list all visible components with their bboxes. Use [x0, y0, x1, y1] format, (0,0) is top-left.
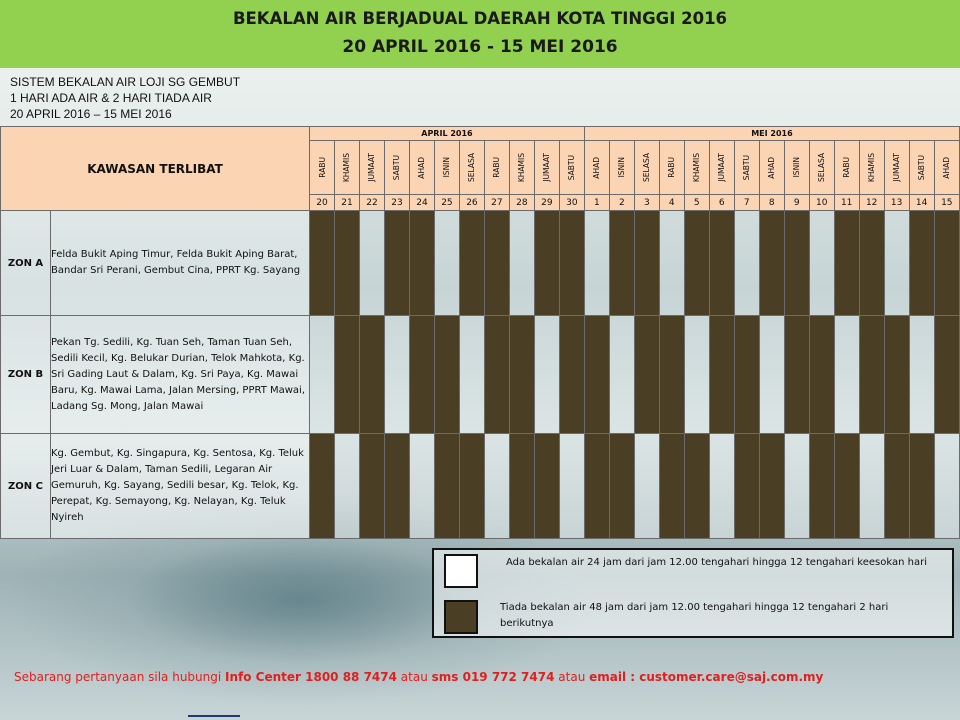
day-number-header: 5 — [684, 195, 709, 211]
no-supply-cell — [409, 316, 434, 434]
day-number-header: 29 — [534, 195, 559, 211]
day-name-label: RABU — [492, 157, 502, 178]
no-supply-cell — [809, 316, 834, 434]
day-number-header: 28 — [509, 195, 534, 211]
zone-areas: Pekan Tg. Sedili, Kg. Tuan Seh, Taman Tuan Seh, Sedili Kecil, Kg. Belukar Durian, Telok Mahkota, Kg. Sri Gading Laut & Dalam, Kg. Sri Paya, Kg. Mawai Baru, Kg. Mawai Lama, Jalan Mersing, PPRT Mawai, Ladang Sg. Mong, Jalan Mawai — [51, 316, 310, 434]
no-supply-cell — [359, 316, 384, 434]
day-name-label: KHAMIS — [692, 152, 702, 183]
day-number-header: 21 — [335, 195, 360, 211]
supply-cell — [359, 211, 384, 316]
no-supply-cell — [859, 211, 884, 316]
day-name-label: AHAD — [942, 156, 952, 179]
no-supply-cell — [584, 434, 609, 539]
legend — [432, 548, 954, 638]
no-supply-cell — [559, 316, 584, 434]
no-supply-cell — [609, 211, 634, 316]
supply-cell — [834, 316, 859, 434]
day-name-header — [409, 141, 434, 195]
zone-areas: Kg. Gembut, Kg. Singapura, Kg. Sentosa, Kg. Teluk Jeri Luar & Dalam, Taman Sedili, Legaran Air Gemuruh, Kg. Sayang, Sedili besar, Kg. Telok, Kg. Perepat, Kg. Semayong, Kg. Nelayan, Kg. Teluk Nyireh — [51, 434, 310, 539]
day-name-header — [759, 141, 784, 195]
zone-row — [1, 434, 960, 539]
day-name-label: SELASA — [817, 152, 827, 182]
supply-legend-text: Ada bekalan air 24 jam dari jam 12.00 tengahari hingga 12 tengahari keesokan hari — [506, 557, 927, 568]
no-supply-cell — [509, 316, 534, 434]
day-name-label: RABU — [842, 157, 852, 178]
day-name-header — [734, 141, 759, 195]
day-name-header — [584, 141, 609, 195]
day-name-header — [359, 141, 384, 195]
no-supply-cell — [834, 434, 859, 539]
day-name-label: SABTU — [392, 154, 402, 181]
day-number-header: 3 — [634, 195, 659, 211]
day-number-header: 14 — [909, 195, 934, 211]
supply-cell — [584, 211, 609, 316]
day-name-label: SABTU — [567, 154, 577, 181]
zone-row — [1, 211, 960, 316]
no-supply-cell — [659, 434, 684, 539]
day-name-label: RABU — [667, 157, 677, 178]
day-name-header — [709, 141, 734, 195]
supply-cell — [884, 211, 909, 316]
no-supply-cell — [584, 316, 609, 434]
day-name-header — [684, 141, 709, 195]
schedule-period: 20 APRIL 2016 – 15 MEI 2016 — [10, 107, 172, 121]
title-banner — [0, 0, 960, 68]
day-name-label: AHAD — [592, 156, 602, 179]
day-name-label: ISNIN — [617, 157, 627, 178]
area-header: KAWASAN TERLIBAT — [1, 127, 310, 211]
no-supply-cell — [310, 211, 335, 316]
no-supply-cell — [759, 211, 784, 316]
day-number-header: 4 — [659, 195, 684, 211]
day-name-label: AHAD — [767, 156, 777, 179]
no-supply-cell — [809, 434, 834, 539]
day-name-label: ISNIN — [442, 157, 452, 178]
day-name-header — [659, 141, 684, 195]
day-name-label: KHAMIS — [517, 152, 527, 183]
day-name-label: JUMAAT — [542, 153, 552, 182]
footer-or-1: atau — [396, 670, 432, 684]
no-supply-cell — [335, 211, 360, 316]
day-name-header — [784, 141, 809, 195]
no-supply-cell — [634, 316, 659, 434]
supply-cell — [384, 316, 409, 434]
page-title: BEKALAN AIR BERJADUAL DAERAH KOTA TINGGI 2016 — [232, 9, 728, 28]
no-supply-cell — [834, 211, 859, 316]
slide-marker — [188, 715, 240, 717]
system-name: SISTEM BEKALAN AIR LOJI SG GEMBUT — [10, 75, 241, 89]
no-supply-cell — [434, 434, 459, 539]
day-name-header — [934, 141, 959, 195]
no-supply-cell — [509, 434, 534, 539]
day-name-header — [384, 141, 409, 195]
no-supply-cell — [634, 211, 659, 316]
info-center-link[interactable]: Info Center 1800 88 7474 — [225, 670, 397, 684]
day-name-header — [909, 141, 934, 195]
day-name-label: JUMAAT — [892, 153, 902, 182]
day-name-label: SELASA — [467, 152, 477, 182]
day-name-header — [310, 141, 335, 195]
zone-label: ZON B — [1, 316, 51, 434]
day-name-header — [634, 141, 659, 195]
supply-cell — [609, 316, 634, 434]
no-supply-cell — [534, 211, 559, 316]
supply-cell — [809, 211, 834, 316]
supply-cell — [335, 434, 360, 539]
day-number-header: 23 — [384, 195, 409, 211]
no-supply-cell — [484, 211, 509, 316]
footer-or-2: atau — [554, 670, 590, 684]
day-name-label: SABTU — [742, 154, 752, 181]
day-name-header — [884, 141, 909, 195]
day-number-header: 7 — [734, 195, 759, 211]
day-number-header: 20 — [310, 195, 335, 211]
day-name-label: SELASA — [642, 152, 652, 182]
day-number-header: 30 — [559, 195, 584, 211]
day-name-header — [559, 141, 584, 195]
zone-label: ZON A — [1, 211, 51, 316]
day-number-header: 22 — [359, 195, 384, 211]
day-name-label: SABTU — [917, 154, 927, 181]
no-supply-cell — [709, 316, 734, 434]
day-number-header: 13 — [884, 195, 909, 211]
date-range-title: 20 APRIL 2016 - 15 MEI 2016 — [342, 37, 618, 57]
no-supply-cell — [359, 434, 384, 539]
system-info — [0, 68, 960, 126]
day-number-header: 2 — [609, 195, 634, 211]
supply-cell — [559, 434, 584, 539]
day-name-header — [509, 141, 534, 195]
no-supply-cell — [609, 434, 634, 539]
day-name-label: KHAMIS — [867, 152, 877, 183]
supply-cell — [459, 316, 484, 434]
day-number-header: 11 — [834, 195, 859, 211]
supply-swatch — [444, 554, 478, 588]
no-supply-cell — [384, 434, 409, 539]
supply-cell — [434, 211, 459, 316]
no-supply-cell — [684, 434, 709, 539]
schedule-pattern: 1 HARI ADA AIR & 2 HARI TIADA AIR — [10, 91, 212, 105]
no-supply-legend-text: Tiada bekalan air 48 jam dari jam 12.00 tengahari hingga 12 tengahari 2 hari berikutnya — [500, 602, 889, 629]
supply-cell — [534, 316, 559, 434]
day-name-label: ISNIN — [792, 157, 802, 178]
month-header: MEI 2016 — [584, 127, 959, 141]
day-number-header: 8 — [759, 195, 784, 211]
no-supply-cell — [384, 211, 409, 316]
day-number-header: 15 — [934, 195, 959, 211]
day-name-header — [809, 141, 834, 195]
day-number-header: 6 — [709, 195, 734, 211]
schedule-table — [0, 126, 960, 539]
no-supply-cell — [909, 211, 934, 316]
supply-cell — [784, 434, 809, 539]
day-number-header: 12 — [859, 195, 884, 211]
supply-cell — [909, 316, 934, 434]
day-name-label: AHAD — [417, 156, 427, 179]
day-name-label: KHAMIS — [342, 152, 352, 183]
no-supply-cell — [909, 434, 934, 539]
day-name-header — [834, 141, 859, 195]
no-supply-cell — [934, 316, 959, 434]
supply-cell — [634, 434, 659, 539]
no-supply-cell — [709, 211, 734, 316]
day-name-label: JUMAAT — [717, 153, 727, 182]
no-supply-cell — [559, 211, 584, 316]
day-number-header: 26 — [459, 195, 484, 211]
day-name-header — [459, 141, 484, 195]
day-number-header: 1 — [584, 195, 609, 211]
zone-label: ZON C — [1, 434, 51, 539]
supply-cell — [409, 434, 434, 539]
day-number-header: 9 — [784, 195, 809, 211]
supply-cell — [684, 316, 709, 434]
no-supply-cell — [734, 316, 759, 434]
day-name-header — [484, 141, 509, 195]
day-name-header — [434, 141, 459, 195]
supply-cell — [859, 434, 884, 539]
supply-cell — [310, 316, 335, 434]
no-supply-cell — [684, 211, 709, 316]
no-supply-cell — [934, 211, 959, 316]
supply-cell — [659, 211, 684, 316]
footer-prefix: Sebarang pertanyaan sila hubungi — [14, 670, 226, 684]
no-supply-cell — [884, 316, 909, 434]
day-name-header — [609, 141, 634, 195]
day-name-label: JUMAAT — [367, 153, 377, 182]
no-supply-cell — [884, 434, 909, 539]
day-number-header: 10 — [809, 195, 834, 211]
no-supply-cell — [659, 316, 684, 434]
no-supply-cell — [859, 316, 884, 434]
day-name-header — [859, 141, 884, 195]
no-supply-cell — [484, 316, 509, 434]
day-number-header: 25 — [434, 195, 459, 211]
supply-cell — [509, 211, 534, 316]
supply-cell — [484, 434, 509, 539]
day-number-header: 24 — [409, 195, 434, 211]
no-supply-cell — [784, 316, 809, 434]
month-header: APRIL 2016 — [310, 127, 585, 141]
email-link[interactable]: email : customer.care@saj.com.my — [589, 670, 824, 684]
supply-cell — [709, 434, 734, 539]
no-supply-cell — [459, 211, 484, 316]
no-supply-cell — [534, 434, 559, 539]
day-name-label: RABU — [317, 157, 327, 178]
day-number-header: 27 — [484, 195, 509, 211]
supply-cell — [734, 211, 759, 316]
supply-cell — [759, 316, 784, 434]
no-supply-cell — [409, 211, 434, 316]
contact-footer — [14, 670, 954, 684]
no-supply-cell — [335, 316, 360, 434]
no-supply-cell — [759, 434, 784, 539]
no-supply-cell — [434, 316, 459, 434]
no-supply-swatch — [444, 600, 478, 634]
sms-link[interactable]: sms 019 772 7474 — [431, 670, 555, 684]
day-name-header — [335, 141, 360, 195]
day-name-header — [534, 141, 559, 195]
no-supply-cell — [459, 434, 484, 539]
zone-areas: Felda Bukit Aping Timur, Felda Bukit Aping Barat, Bandar Sri Perani, Gembut Cina, PPRT Kg. Sayang — [51, 211, 310, 316]
no-supply-cell — [784, 211, 809, 316]
zone-row — [1, 316, 960, 434]
supply-cell — [934, 434, 959, 539]
no-supply-cell — [734, 434, 759, 539]
no-supply-cell — [310, 434, 335, 539]
